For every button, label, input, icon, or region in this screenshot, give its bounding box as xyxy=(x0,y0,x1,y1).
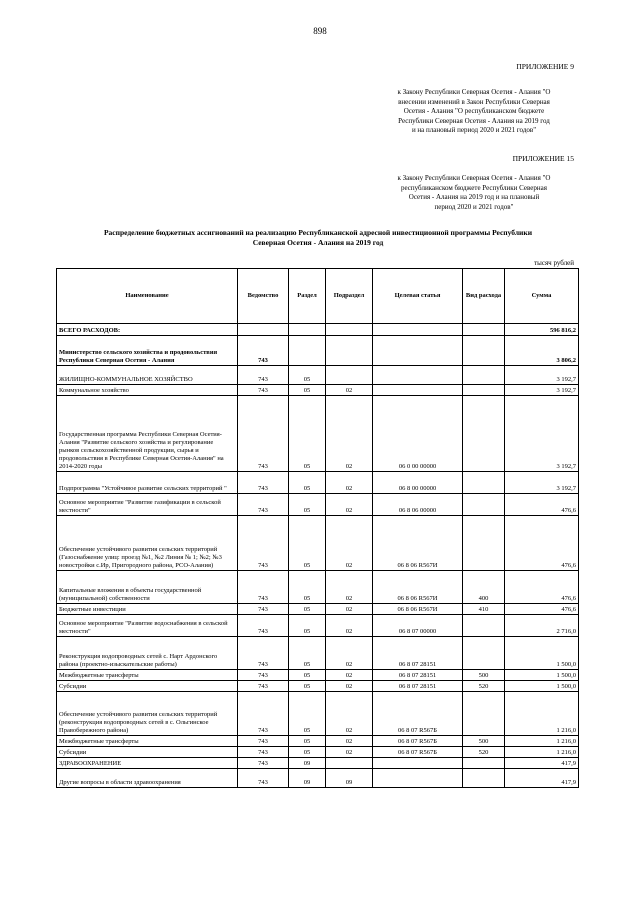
cell-razdel: 05 xyxy=(289,670,326,681)
table-row xyxy=(57,692,579,736)
document-title xyxy=(58,228,578,248)
cell-expense-type xyxy=(463,637,505,670)
cell-vedomstvo: 743 xyxy=(238,336,289,366)
cell-target-article: 06 8 06 R567И xyxy=(373,516,463,571)
appendix-15-line: период 2020 и 2021 годов" xyxy=(434,202,514,211)
cell-sum: 1 500,0 xyxy=(505,670,579,681)
cell-name: Основное мероприятие "Развитие водоснабжения в сельской местности" xyxy=(57,615,238,637)
table-row xyxy=(57,516,579,571)
document-title-line: Северная Осетия - Алания на 2019 год xyxy=(252,238,384,247)
cell-target-article: 06 8 06 R567И xyxy=(373,571,463,604)
cell-expense-type xyxy=(463,758,505,769)
cell-target-article xyxy=(373,324,463,336)
appendix-9-line: к Закону Республики Северная Осетия - Алания "О xyxy=(397,88,551,96)
cell-name: Министерство сельского хозяйства и продовольствия Республики Северная Осетия - Алания xyxy=(57,336,238,366)
table-row xyxy=(57,366,579,385)
cell-razdel: 05 xyxy=(289,472,326,494)
cell-target-article xyxy=(373,336,463,366)
appendix-15-title: ПРИЛОЖЕНИЕ 15 xyxy=(512,154,574,163)
cell-sum: 2 716,0 xyxy=(505,615,579,637)
cell-razdel: 05 xyxy=(289,615,326,637)
units-label: тысяч рублей xyxy=(534,259,574,267)
cell-razdel: 05 xyxy=(289,516,326,571)
cell-target-article: 06 8 07 28151 xyxy=(373,637,463,670)
table-header-row xyxy=(57,269,579,324)
cell-razdel: 05 xyxy=(289,571,326,604)
cell-name: Бюджетные инвестиции xyxy=(57,604,238,615)
header-razdel: Раздел xyxy=(289,269,326,324)
cell-razdel: 05 xyxy=(289,681,326,692)
cell-expense-type: 520 xyxy=(463,747,505,758)
table-row xyxy=(57,604,579,615)
cell-sum: 3 192,7 xyxy=(505,472,579,494)
cell-vedomstvo: 743 xyxy=(238,637,289,670)
cell-target-article: 06 8 00 00000 xyxy=(373,472,463,494)
cell-sum: 3 192,7 xyxy=(505,385,579,396)
cell-podrazdel: 09 xyxy=(326,769,373,788)
cell-target-article: 06 8 06 R567И xyxy=(373,604,463,615)
cell-sum: 1 216,0 xyxy=(505,692,579,736)
cell-sum: 417,9 xyxy=(505,769,579,788)
cell-vedomstvo: 743 xyxy=(238,736,289,747)
cell-target-article xyxy=(373,769,463,788)
cell-expense-type xyxy=(463,385,505,396)
cell-target-article: 06 8 07 00000 xyxy=(373,615,463,637)
appendix-9-line: и на плановый период 2020 и 2021 годов" xyxy=(411,126,537,134)
table-row xyxy=(57,336,579,366)
cell-target-article: 06 8 07 28151 xyxy=(373,681,463,692)
cell-expense-type: 520 xyxy=(463,681,505,692)
cell-sum: 1 500,0 xyxy=(505,637,579,670)
cell-podrazdel: 02 xyxy=(326,736,373,747)
table-row xyxy=(57,494,579,516)
cell-razdel: 05 xyxy=(289,736,326,747)
table-row xyxy=(57,769,579,788)
cell-sum: 3 192,7 xyxy=(505,366,579,385)
cell-expense-type: 400 xyxy=(463,571,505,604)
table-row xyxy=(57,571,579,604)
table-body xyxy=(57,324,579,788)
table-row xyxy=(57,637,579,670)
cell-podrazdel: 02 xyxy=(326,692,373,736)
cell-target-article xyxy=(373,366,463,385)
cell-vedomstvo: 743 xyxy=(238,747,289,758)
cell-vedomstvo: 743 xyxy=(238,615,289,637)
cell-expense-type: 500 xyxy=(463,736,505,747)
cell-podrazdel: 02 xyxy=(326,615,373,637)
cell-name: Подпрограмма "Устойчивое развитие сельских территорий " xyxy=(57,472,238,494)
cell-name: Обеспечение устойчивого развития сельских территорий (реконструкция водопроводных сетей в с. Ольгинское Правобережного района) xyxy=(57,692,238,736)
cell-podrazdel xyxy=(326,366,373,385)
cell-razdel: 09 xyxy=(289,769,326,788)
cell-razdel: 05 xyxy=(289,385,326,396)
table-row xyxy=(57,670,579,681)
cell-expense-type xyxy=(463,769,505,788)
cell-sum: 476,6 xyxy=(505,494,579,516)
cell-target-article xyxy=(373,758,463,769)
cell-name: Государственная программа Республики Северная Осетия-Алания "Развитие сельского хозяйства и регулирование рынков сельскохозяйственной продукции, сырья и продовольствия в Республике Северная Осетия-Алания" на 2014-2020 годы xyxy=(57,396,238,472)
table-row xyxy=(57,747,579,758)
cell-vedomstvo: 743 xyxy=(238,571,289,604)
header-target-article: Целевая статья xyxy=(373,269,463,324)
table-row xyxy=(57,681,579,692)
appendix-15-line: Осетия - Алания на 2019 год и на плановый xyxy=(408,193,540,201)
cell-name: Капитальные вложения в объекты государственной (муниципальной) собственности xyxy=(57,571,238,604)
table-row xyxy=(57,758,579,769)
cell-razdel: 05 xyxy=(289,494,326,516)
cell-sum: 3 806,2 xyxy=(505,336,579,366)
appendix-9-line: Республики Северная Осетия - Алания на 2019 год xyxy=(398,116,550,125)
cell-name: Обеспечение устойчивого развития сельских территорий (Газоснабжение улиц: проезд №1, №2 Линия № 1; №2; №3 новостройки с.Ир, Пригородного района, РСО-Алания) xyxy=(57,516,238,571)
appendix-9-title: ПРИЛОЖЕНИЕ 9 xyxy=(516,62,574,71)
appendix-9-text xyxy=(370,88,578,136)
cell-name: Коммунальное хозяйство xyxy=(57,385,238,396)
appendix-15-text xyxy=(370,174,578,212)
cell-target-article: 06 8 07 R567Б xyxy=(373,736,463,747)
table-row xyxy=(57,615,579,637)
cell-sum: 1 216,0 xyxy=(505,747,579,758)
budget-table xyxy=(56,268,579,788)
cell-razdel xyxy=(289,336,326,366)
cell-podrazdel: 02 xyxy=(326,385,373,396)
cell-vedomstvo: 743 xyxy=(238,769,289,788)
cell-sum: 1 216,0 xyxy=(505,736,579,747)
cell-expense-type: 500 xyxy=(463,670,505,681)
cell-expense-type xyxy=(463,615,505,637)
cell-razdel: 05 xyxy=(289,692,326,736)
cell-vedomstvo: 743 xyxy=(238,604,289,615)
cell-vedomstvo: 743 xyxy=(238,681,289,692)
cell-podrazdel: 02 xyxy=(326,670,373,681)
cell-podrazdel xyxy=(326,336,373,366)
header-name: Наименование xyxy=(57,269,238,324)
cell-sum: 476,6 xyxy=(505,604,579,615)
cell-name: Субсидии xyxy=(57,747,238,758)
document-title-line: Распределение бюджетных ассигнований на реализацию Республиканской адресной инвестиционной программы Республики xyxy=(103,228,533,237)
cell-name: ВСЕГО РАСХОДОВ: xyxy=(57,324,238,336)
cell-target-article: 06 8 07 R567Б xyxy=(373,692,463,736)
cell-vedomstvo xyxy=(238,324,289,336)
cell-sum: 596 816,2 xyxy=(505,324,579,336)
table-row xyxy=(57,385,579,396)
cell-vedomstvo: 743 xyxy=(238,692,289,736)
cell-razdel: 05 xyxy=(289,396,326,472)
appendix-9-line: Осетия - Алания "О республиканском бюджете xyxy=(403,107,545,115)
cell-name: Реконструкция водопроводных сетей с. Нарт Ардонского района (проектно-изыскательские работы) xyxy=(57,637,238,670)
cell-vedomstvo: 743 xyxy=(238,385,289,396)
cell-podrazdel: 02 xyxy=(326,637,373,670)
cell-vedomstvo: 743 xyxy=(238,758,289,769)
cell-name: ЗДРАВООХРАНЕНИЕ xyxy=(57,758,238,769)
cell-expense-type xyxy=(463,472,505,494)
cell-vedomstvo: 743 xyxy=(238,516,289,571)
cell-podrazdel xyxy=(326,324,373,336)
cell-podrazdel: 02 xyxy=(326,396,373,472)
cell-sum: 476,6 xyxy=(505,571,579,604)
appendix-9-line: внесении изменений в Закон Республики Северная xyxy=(398,97,550,106)
cell-expense-type xyxy=(463,692,505,736)
cell-expense-type xyxy=(463,396,505,472)
cell-name: Субсидии xyxy=(57,681,238,692)
cell-vedomstvo: 743 xyxy=(238,670,289,681)
cell-target-article: 06 8 07 28151 xyxy=(373,670,463,681)
cell-podrazdel xyxy=(326,758,373,769)
cell-name: ЖИЛИЩНО-КОММУНАЛЬНОЕ ХОЗЯЙСТВО xyxy=(57,366,238,385)
cell-razdel: 05 xyxy=(289,366,326,385)
cell-vedomstvo: 743 xyxy=(238,472,289,494)
cell-name: Основное мероприятие "Развитие газификации в сельской местности" xyxy=(57,494,238,516)
page-number: 898 xyxy=(313,26,327,36)
cell-target-article: 06 8 07 R567Б xyxy=(373,747,463,758)
cell-podrazdel: 02 xyxy=(326,681,373,692)
header-podrazdel: Подраздел xyxy=(326,269,373,324)
cell-sum: 1 500,0 xyxy=(505,681,579,692)
table-row xyxy=(57,324,579,336)
cell-razdel xyxy=(289,324,326,336)
cell-sum: 3 192,7 xyxy=(505,396,579,472)
header-sum: Сумма xyxy=(505,269,579,324)
cell-expense-type xyxy=(463,324,505,336)
table-row xyxy=(57,472,579,494)
cell-expense-type: 410 xyxy=(463,604,505,615)
cell-target-article: 06 0 00 00000 xyxy=(373,396,463,472)
table-row xyxy=(57,396,579,472)
cell-podrazdel: 02 xyxy=(326,571,373,604)
cell-razdel: 05 xyxy=(289,747,326,758)
cell-podrazdel: 02 xyxy=(326,516,373,571)
cell-razdel: 05 xyxy=(289,637,326,670)
cell-sum: 417,9 xyxy=(505,758,579,769)
cell-target-article xyxy=(373,385,463,396)
cell-name: Другие вопросы в области здравоохранения xyxy=(57,769,238,788)
cell-expense-type xyxy=(463,366,505,385)
cell-target-article: 06 8 06 00000 xyxy=(373,494,463,516)
cell-sum: 476,6 xyxy=(505,516,579,571)
cell-expense-type xyxy=(463,336,505,366)
cell-name: Межбюджетные трансферты xyxy=(57,670,238,681)
cell-vedomstvo: 743 xyxy=(238,396,289,472)
header-expense-type: Вид расхода xyxy=(463,269,505,324)
cell-podrazdel: 02 xyxy=(326,747,373,758)
cell-podrazdel: 02 xyxy=(326,494,373,516)
cell-razdel: 09 xyxy=(289,758,326,769)
cell-podrazdel: 02 xyxy=(326,604,373,615)
appendix-15-line: республиканском бюджете Республики Северная xyxy=(401,183,547,192)
cell-expense-type xyxy=(463,494,505,516)
table-row xyxy=(57,736,579,747)
cell-razdel: 05 xyxy=(289,604,326,615)
cell-podrazdel: 02 xyxy=(326,472,373,494)
cell-vedomstvo: 743 xyxy=(238,494,289,516)
appendix-15-line: к Закону Республики Северная Осетия - Алания "О xyxy=(397,174,551,182)
header-vedomstvo: Ведомство xyxy=(238,269,289,324)
cell-name: Межбюджетные трансферты xyxy=(57,736,238,747)
cell-vedomstvo: 743 xyxy=(238,366,289,385)
cell-expense-type xyxy=(463,516,505,571)
